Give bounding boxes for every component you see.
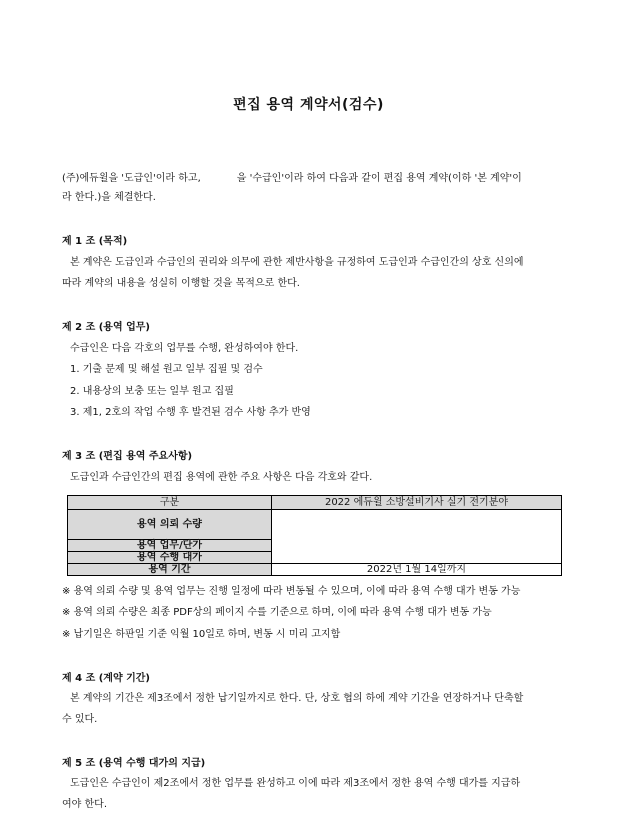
table-row-label: 용역 수행 대가: [68, 552, 272, 564]
note-1: ※ 용역 의뢰 수량 및 용역 업무는 진행 일정에 따라 변동될 수 있으며, 이에 따라 용역 수행 대가 변동 가능: [62, 586, 521, 597]
article-2-line-1: 수급인은 다음 각호의 업무를 수행, 완성하여야 한다.: [70, 343, 299, 354]
article-3-line-1: 도급인과 수급인간의 편집 용역에 관한 주요 사항은 다음 각호와 같다.: [70, 472, 373, 483]
note-3: ※ 납기일은 하판일 기준 익월 10일로 하며, 변동 시 미리 고지함: [62, 629, 341, 640]
table-row-label: 용역 업무/단가: [68, 540, 272, 552]
article-3-heading: 제 3 조 (편집 용역 주요사항): [62, 451, 193, 462]
intro-line-1-part-a: (주)에듀윌을 '도급인'이라 하고,: [62, 173, 201, 184]
table-row-value: 2022년 1월 14일까지: [272, 564, 562, 576]
article-2-item-3: 3. 제1, 2호의 작업 수행 후 발견된 검수 사항 추가 반영: [70, 407, 311, 418]
table-header-value: 2022 에듀윌 소방설비기사 실기 전기분야: [272, 496, 562, 510]
note-2: ※ 용역 의뢰 수량은 최종 PDF상의 페이지 수를 기준으로 하며, 이에 따라 용역 수행 대가 변동 가능: [62, 607, 492, 618]
article-1-heading: 제 1 조 (목적): [62, 236, 128, 247]
intro-line-1-part-b: 을 '수급인'이라 하여 다음과 같이 편집 용역 계약(이하 '본 계약'이: [236, 173, 522, 184]
article-1-line-1: 본 계약은 도급인과 수급인의 권리와 의무에 관한 제반사항을 규정하여 도급인과 수급인간의 상호 신의에: [70, 257, 524, 268]
article-5-line-1: 도급인은 수급인이 제2조에서 정한 업무를 완성하고 이에 따라 제3조에서 정한 용역 수행 대가를 지급하: [70, 778, 521, 789]
contract-details-table: [67, 495, 562, 576]
article-2-item-2: 2. 내용상의 보충 또는 일부 원고 집필: [70, 386, 234, 397]
article-4-line-1: 본 계약의 기간은 제3조에서 정한 납기일까지로 한다. 단, 상호 협의 하에 계약 기간을 연장하거나 단축할: [70, 693, 524, 704]
intro-line-2: 라 한다.)을 체결한다.: [62, 192, 156, 203]
table-row-value: [272, 510, 562, 564]
table-header-label: 구분: [68, 496, 272, 510]
article-5-heading: 제 5 조 (용역 수행 대가의 지급): [62, 758, 206, 769]
table-row-label: 용역 의뢰 수량: [68, 510, 272, 540]
article-2-item-1: 1. 기출 문제 및 해설 원고 일부 집필 및 검수: [70, 364, 263, 375]
article-2-heading: 제 2 조 (용역 업무): [62, 322, 150, 333]
article-4-heading: 제 4 조 (계약 기간): [62, 673, 150, 684]
article-5-line-2: 여야 한다.: [62, 799, 107, 810]
document-title: 편집 용역 계약서(검수): [233, 97, 384, 113]
table-row-label: 용역 기간: [68, 564, 272, 576]
intro-line-1: [62, 172, 522, 185]
article-4-line-2: 수 있다.: [62, 714, 98, 725]
article-1-line-2: 따라 계약의 내용을 성실히 이행할 것을 목적으로 한다.: [62, 278, 300, 289]
